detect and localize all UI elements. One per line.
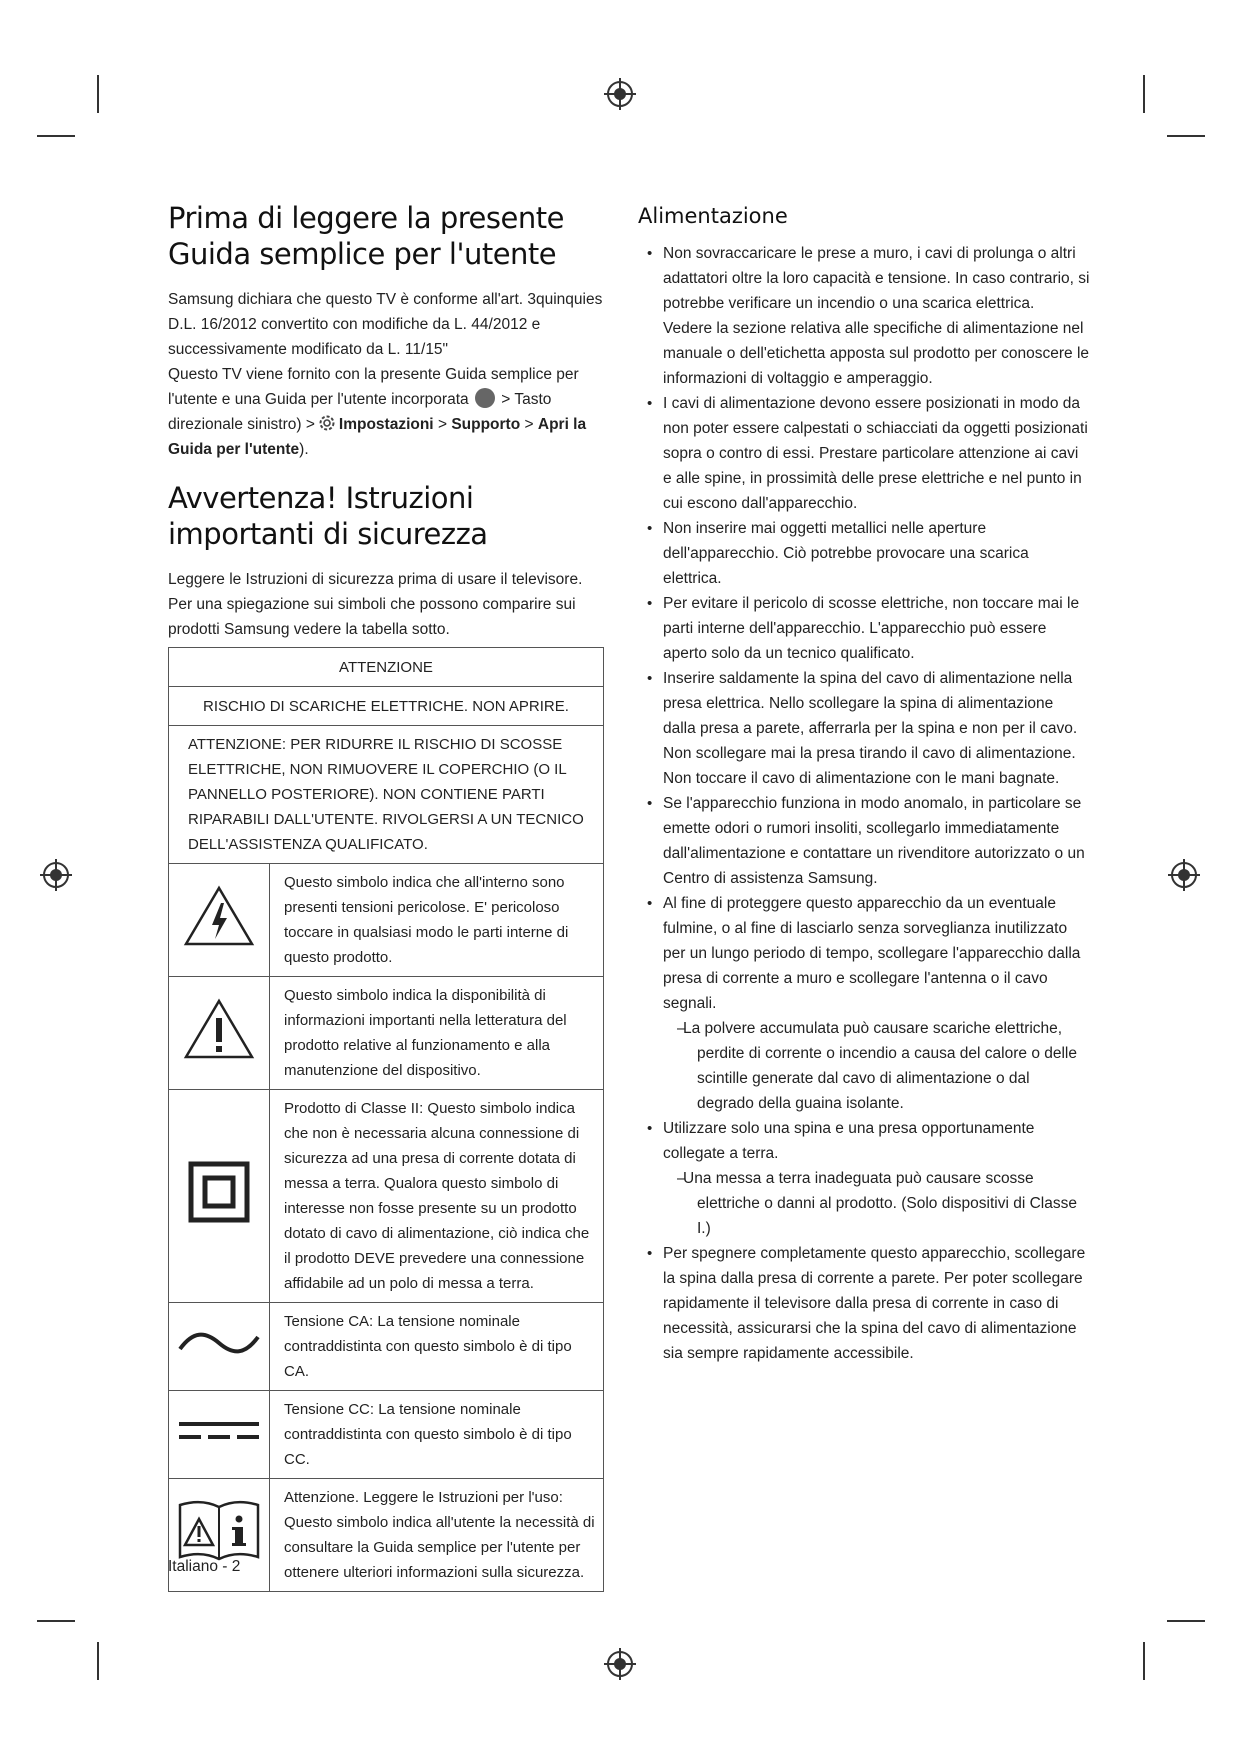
registration-mark-icon	[604, 1648, 636, 1680]
list-item: • Non inserire mai oggetti metallici nelle aperture dell'apparecchio. Ciò potrebbe provocare una scarica elettrica.	[638, 516, 1090, 591]
home-icon	[475, 388, 495, 408]
crop-mark	[97, 1642, 99, 1680]
table-row: Questo simbolo indica che all'interno sono presenti tensioni pericolose. E' pericoloso toccare in qualsiasi modo le parti interne di questo prodotto.	[169, 864, 604, 977]
section-title-power: Alimentazione	[638, 204, 788, 228]
page-footer: Italiano - 2	[168, 1558, 241, 1575]
crop-mark	[1143, 1642, 1145, 1680]
table-row: Tensione CC: La tensione nominale contraddistinta con questo simbolo è di tipo CC.	[169, 1391, 604, 1479]
power-bullet-list	[638, 241, 1090, 1366]
table-caution-text: ATTENZIONE: PER RIDURRE IL RISCHIO DI SCOSSE ELETTRICHE, NON RIMUOVERE IL COPERCHIO (O IL PANNELLO POSTERIORE). NON CONTIENE PARTI RIPARABILI DALL'UTENTE. RIVOLGERSI A UN TECNICO DELL'ASSISTENZA QUALIFICATO.	[169, 726, 604, 864]
registration-mark-icon	[1168, 859, 1200, 891]
exclamation-icon	[183, 998, 255, 1060]
symbols-table	[168, 647, 604, 1592]
crop-mark	[97, 75, 99, 113]
table-header-risk: RISCHIO DI SCARICHE ELETTRICHE. NON APRIRE.	[169, 687, 604, 726]
table-row: Tensione CA: La tensione nominale contraddistinta con questo simbolo è di tipo CA.	[169, 1303, 604, 1391]
safety-title: Avvertenza! Istruzioni importanti di sicurezza	[168, 481, 488, 551]
class-ii-icon	[188, 1161, 250, 1223]
list-item: • Utilizzare solo una spina e una presa opportunamente collegate a terra. – Una messa a terra inadeguata può causare scosse elettriche o danni al prodotto. (Solo dispositivi di Classe I.)	[638, 1116, 1090, 1241]
list-item: • Per evitare il pericolo di scosse elettriche, non toccare mai le parti interne dell'apparecchio. L'apparecchio può essere aperto solo da un tecnico qualificato.	[638, 591, 1090, 666]
safety-intro: Leggere le Istruzioni di sicurezza prima di usare il televisore. Per una spiegazione sui simboli che possono comparire sui prodotti Samsung vedere la tabella sotto.	[168, 571, 583, 638]
list-item: • Inserire saldamente la spina del cavo di alimentazione nella presa elettrica. Nello scollegare la spina di alimentazione dalla presa a parete, afferrarla per la spina e non per il cavo. Non scollegare mai la presa tirando il cavo di alimentazione. Non toccare il cavo di alimentazione con le mani bagnate.	[638, 666, 1090, 791]
gear-icon	[317, 413, 337, 433]
guide-paragraph: Questo TV viene fornito con la presente Guida semplice per l'utente e una Guida per l'utente incorporata > Tasto direzionale sinistro) > Impostazioni > Supporto > Apri la Guida per l'utente).	[168, 366, 587, 458]
list-item: • Non sovraccaricare le prese a muro, i cavi di prolunga o altri adattatori oltre la loro capacità e tensione. In caso contrario, si potrebbe verificare un incendio o una scarica elettrica. Vedere la sezione relativa alle specifiche di alimentazione nel manuale o dell'etichetta apposta sul prodotto per conoscere le informazioni di voltaggio e amperaggio.	[638, 241, 1090, 391]
table-header-attention: ATTENZIONE	[169, 648, 604, 687]
list-item: • Al fine di proteggere questo apparecchio da un eventuale fulmine, o al fine di lasciarlo senza sorveglianza inutilizzato per un lungo periodo di tempo, scollegare l'apparecchio dalla presa di corrente a muro e scollegare l'antenna o il cavo segnali. – La polvere accumulata può causare scariche elettriche, perdite di corrente o incendio a causa del calore o delle scintille generate dal cavo di alimentazione o dal degrado della guaina isolante.	[638, 891, 1090, 1116]
high-voltage-icon	[183, 885, 255, 947]
crop-mark	[37, 1620, 75, 1622]
list-item: • Per spegnere completamente questo apparecchio, scollegare la spina dalla presa di corrente a parete. Per poter scollegare rapidamente il televisore dalla presa di corrente in caso di necessità, assicurarsi che la spina del cavo di alimentazione sia sempre rapidamente accessibile.	[638, 1241, 1090, 1366]
page-title: Prima di leggere la presente Guida semplice per l'utente	[168, 201, 564, 271]
right-column	[638, 202, 1090, 1366]
dc-voltage-icon	[177, 1419, 261, 1443]
list-item: • I cavi di alimentazione devono essere posizionati in modo da non poter essere calpestati o schiacciati da oggetti posizionati sopra o contro di essi. Prestare particolare attenzione ai cavi e alle spine, in prossimità delle prese elettriche e nel punto in cui escono dall'apparecchio.	[638, 391, 1090, 516]
ac-voltage-icon	[177, 1328, 261, 1358]
table-row: Questo simbolo indica la disponibilità di informazioni importanti nella letteratura del prodotto relative al funzionamento e alla manutenzione del dispositivo.	[169, 977, 604, 1090]
registration-mark-icon	[40, 859, 72, 891]
read-instructions-icon	[177, 1499, 261, 1563]
sub-item: – Una messa a terra inadeguata può causare scosse elettriche o danni al prodotto. (Solo dispositivi di Classe I.)	[677, 1166, 1090, 1241]
crop-mark	[1167, 135, 1205, 137]
list-item: • Se l'apparecchio funziona in modo anomalo, in particolare se emette odori o rumori insoliti, scollegarlo immediatamente dall'alimentazione e contattare un rivenditore autorizzato o un Centro di assistenza Samsung.	[638, 791, 1090, 891]
registration-mark-icon	[604, 78, 636, 110]
sub-item: – La polvere accumulata può causare scariche elettriche, perdite di corrente o incendio a causa del calore o delle scintille generate dal cavo di alimentazione o dal degrado della guaina isolante.	[677, 1016, 1090, 1116]
conformity-paragraph: Samsung dichiara che questo TV è conforme all'art. 3quinquies D.L. 16/2012 convertito con modifiche da L. 44/2012 e successivamente modificato da L. 11/15"	[168, 291, 603, 358]
table-row: Attenzione. Leggere le Istruzioni per l'uso: Questo simbolo indica all'utente la necessità di consultare la Guida semplice per l'utente per ottenere ulteriori informazioni sulla sicurezza.	[169, 1479, 604, 1592]
crop-mark	[1167, 1620, 1205, 1622]
crop-mark	[1143, 75, 1145, 113]
table-row: Prodotto di Classe II: Questo simbolo indica che non è necessaria alcuna connessione di sicurezza ad una presa di corrente dotata di messa a terra. Qualora questo simbolo di interesse non fosse presente su un prodotto dotato di cavo di alimentazione, ciò indica che il prodotto DEVE prevedere una connessione affidabile ad un polo di messa a terra.	[169, 1090, 604, 1303]
crop-mark	[37, 135, 75, 137]
